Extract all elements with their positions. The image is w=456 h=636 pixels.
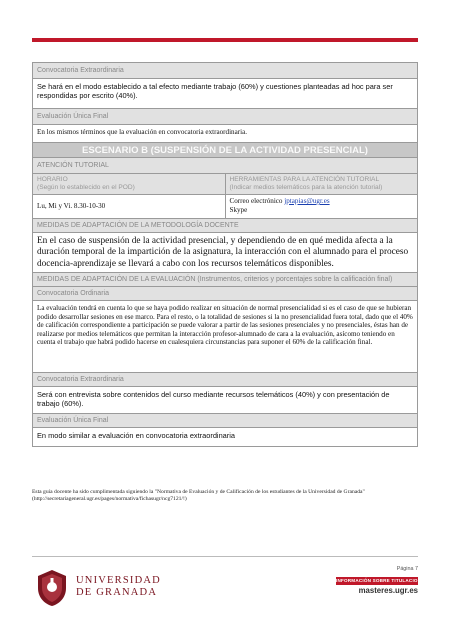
methodology-header: MEDIDAS DE ADAPTACIÓN DE LA METODOLOGÍA DOCENTE (33, 219, 417, 233)
tutorial-subheaders (33, 174, 417, 195)
section-header: Evaluación Única Final (33, 414, 417, 428)
footnote: Esta guía docente ha sido cumplimentada siguiendo la "Normativa de Evaluación y de Calificación de los estudiantes de la Universidad de Granada" (http://secretariageneral.ugr.es/pages/normativa/fichasugr/ncg7121/!) (32, 489, 365, 502)
top-accent-bar (32, 38, 418, 42)
section-body: La evaluación tendrá en cuenta lo que se haya podido realizar en situación de normal presencialidad si es el caso de que se hubieran podido desarrollar sesiones en ese marco. Para el resto, o la totalidad de sesiones si la no presencialidad fuera total, dado que el 40% de calificación correspondiente a participación se puede valorar a partir de las sesiones presenciales y no presenciales, éstas han de realizarse por medios telemáticos que permitan la interacción profesor-alumnado de cara a la evaluación, asícomo teniendo en cuenta el trabajo que habrá podido hacerse en cualesquiera circunstancias para suponer el 60% de la calificación final. (33, 301, 417, 373)
horario-subtitle: (Según lo establecido en el POD) (37, 184, 135, 191)
university-name (76, 575, 161, 599)
section-body: En modo similar a evaluación en convocatoria extraordinaria (37, 431, 236, 440)
university-name-line1: UNIVERSIDAD (76, 575, 161, 586)
tools-header (226, 174, 418, 194)
university-crest-icon (34, 568, 70, 608)
page-number: Página 7 (396, 566, 418, 572)
tools-subtitle: (Indicar medios telemáticos para la atención tutorial) (229, 184, 383, 191)
section-body: Se hará en el modo establecido a tal efecto mediante trabajo (60%) y cuestiones planteadas ad hoc para ser respondidas por escrito (40%). (33, 79, 417, 109)
guide-table (32, 62, 418, 447)
scenario-banner: ESCENARIO B (SUSPENSIÓN DE LA ACTIVIDAD PRESENCIAL) (33, 143, 417, 158)
section-header: Convocatoria Extraordinaria (33, 373, 417, 387)
footer-divider (32, 556, 418, 557)
tutorial-header: ATENCIÓN TUTORIAL (33, 158, 417, 174)
horario-title: HORARIO (37, 176, 68, 183)
section-body: En los mismos términos que la evaluación en convocatoria extraordinaria. (33, 125, 417, 143)
section-body: Será con entrevista sobre contenidos del curso mediante recursos telemáticos (40%) y con presentación de trabajo (60%). (33, 387, 417, 414)
tutorial-values (33, 195, 417, 219)
horario-value: Lu, Mi y Vi. 8.30-10-30 (33, 195, 226, 218)
evaluation-header: MEDIDAS DE ADAPTACIÓN DE LA EVALUACIÓN (Instrumentos, criterios y porcentajes sobre la calificación final) (33, 273, 417, 287)
section-header: Evaluación Única Final (33, 109, 417, 125)
horario-header (33, 174, 226, 194)
tools-value (226, 195, 418, 218)
info-strip: INFORMACIÓN SOBRE TITULACIONES DE LA UGR (336, 578, 456, 583)
methodology-body: En el caso de suspensión de la actividad presencial, y dependiendo de en qué medida afecta a la duración temporal de la impartición de la asignatura, la interacción con el alumnado para el proceso docencia-aprendizaje se llevará a cabo con los recursos telemáticos disponibles. (33, 233, 417, 273)
section-header: Convocatoria Ordinaria (33, 287, 417, 301)
section-header: Convocatoria Extraordinaria (33, 63, 417, 79)
skype-label: Skype (229, 206, 248, 214)
site-link[interactable]: masteres.ugr.es (358, 586, 418, 595)
email-label: Correo electrónico (229, 197, 283, 205)
email-link[interactable]: jptapias@ugr.es (284, 197, 330, 205)
university-name-line2: DE GRANADA (76, 587, 158, 598)
tools-title: HERRAMIENTAS PARA LA ATENCIÓN TUTORIAL (229, 176, 380, 183)
